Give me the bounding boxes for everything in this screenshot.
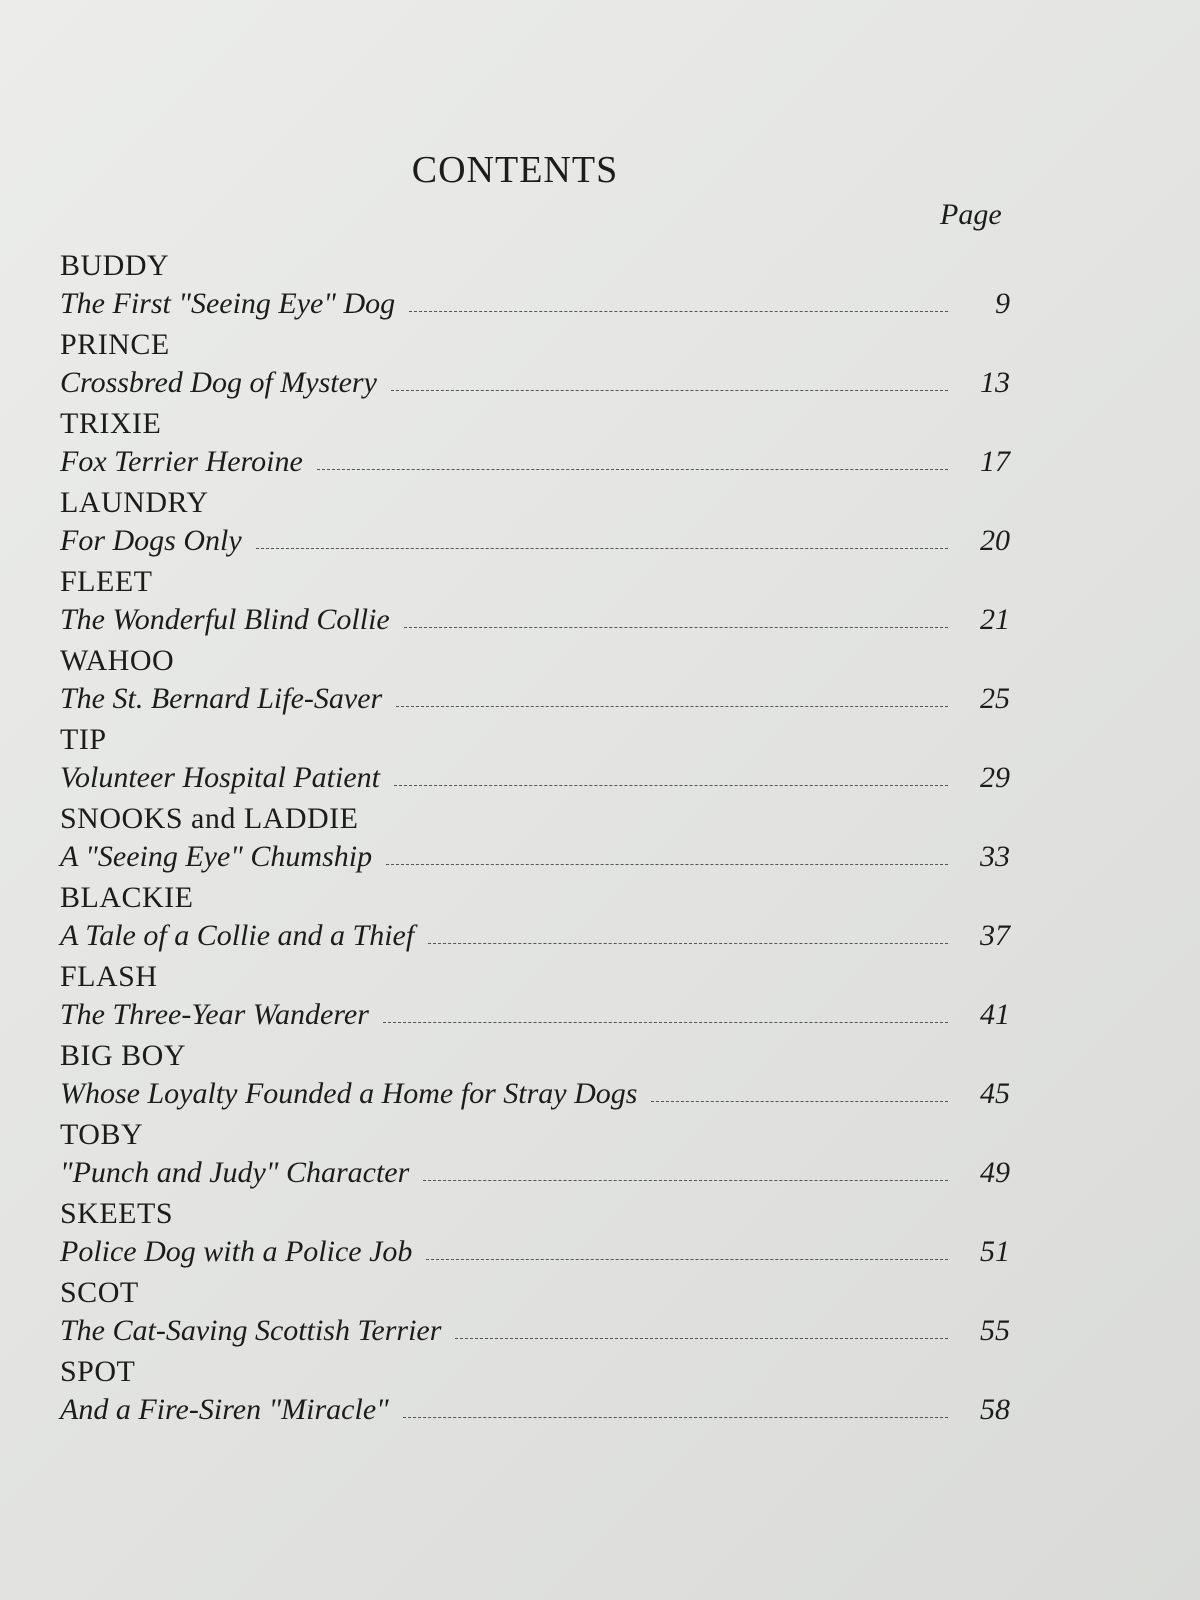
entry-page-number: 33 <box>980 840 1010 873</box>
entry-page-number: 13 <box>980 366 1010 399</box>
entry-line <box>60 758 1010 796</box>
entry-line <box>60 600 1010 638</box>
dot-leader <box>455 1338 948 1339</box>
entry-name: SPOT <box>60 1355 136 1388</box>
entry-subtitle: Whose Loyalty Founded a Home for Stray Dogs <box>60 1077 638 1110</box>
entry-subtitle: Crossbred Dog of Mystery <box>60 366 377 399</box>
entry-name: BUDDY <box>60 249 170 282</box>
dot-leader <box>409 311 948 312</box>
toc-entry <box>60 801 1010 880</box>
entry-page-number: 41 <box>980 998 1010 1031</box>
entry-name: PRINCE <box>60 328 170 361</box>
entry-subtitle: Police Dog with a Police Job <box>60 1235 413 1268</box>
toc-entry <box>60 1196 1010 1275</box>
entry-line <box>60 284 1010 322</box>
entry-name: SKEETS <box>60 1197 174 1230</box>
entry-line <box>60 679 1010 717</box>
entry-name: TRIXIE <box>60 407 162 440</box>
entry-subtitle: The Three-Year Wanderer <box>60 998 369 1031</box>
entry-page-number: 25 <box>980 682 1010 715</box>
toc-entry <box>60 1275 1010 1354</box>
dot-leader <box>386 864 948 865</box>
toc-entry <box>60 327 1010 406</box>
entry-line <box>60 363 1010 401</box>
entry-name: FLASH <box>60 960 158 993</box>
entry-name: BLACKIE <box>60 881 194 914</box>
toc-entry <box>60 722 1010 801</box>
dot-leader <box>403 1417 948 1418</box>
entry-page-number: 20 <box>980 524 1010 557</box>
entry-name: TIP <box>60 723 107 756</box>
entry-line <box>60 1390 1010 1428</box>
entry-line <box>60 995 1010 1033</box>
entry-page-number: 45 <box>980 1077 1010 1110</box>
entry-name: WAHOO <box>60 644 175 677</box>
entry-line <box>60 916 1010 954</box>
entry-subtitle: A "Seeing Eye" Chumship <box>60 840 373 873</box>
entry-page-number: 51 <box>980 1235 1010 1268</box>
dot-leader <box>383 1022 948 1023</box>
entry-subtitle: The First "Seeing Eye" Dog <box>60 287 396 320</box>
toc-entry <box>60 564 1010 643</box>
entry-page-number: 49 <box>980 1156 1010 1189</box>
entry-subtitle: "Punch and Judy" Character <box>60 1156 410 1189</box>
table-of-contents <box>60 248 1010 1433</box>
page-title: CONTENTS <box>411 149 619 191</box>
entry-subtitle: The Cat-Saving Scottish Terrier <box>60 1314 442 1347</box>
toc-entry <box>60 880 1010 959</box>
toc-entry <box>60 485 1010 564</box>
toc-entry <box>60 248 1010 327</box>
entry-page-number: 9 <box>995 287 1010 320</box>
entry-line <box>60 1074 1010 1112</box>
entry-subtitle: For Dogs Only <box>60 524 242 557</box>
entry-page-number: 58 <box>980 1393 1010 1426</box>
entry-subtitle: The St. Bernard Life-Saver <box>60 682 383 715</box>
entry-subtitle: Volunteer Hospital Patient <box>60 761 380 794</box>
entry-page-number: 37 <box>980 919 1010 952</box>
dot-leader <box>426 1259 948 1260</box>
toc-entry <box>60 959 1010 1038</box>
entry-page-number: 21 <box>980 603 1010 636</box>
toc-entry <box>60 1038 1010 1117</box>
entry-name: SNOOKS and LADDIE <box>60 802 359 835</box>
entry-subtitle: The Wonderful Blind Collie <box>60 603 390 636</box>
entry-subtitle: Fox Terrier Heroine <box>60 445 303 478</box>
entry-subtitle: And a Fire-Siren "Miracle" <box>60 1393 389 1426</box>
entry-name: LAUNDRY <box>60 486 209 519</box>
entry-name: BIG BOY <box>60 1039 187 1072</box>
toc-entry <box>60 406 1010 485</box>
entry-page-number: 29 <box>980 761 1010 794</box>
dot-leader <box>423 1180 948 1181</box>
dot-leader <box>256 548 948 549</box>
entry-page-number: 17 <box>980 445 1010 478</box>
entry-line <box>60 837 1010 875</box>
dot-leader <box>394 785 948 786</box>
entry-name: FLEET <box>60 565 153 598</box>
dot-leader <box>428 943 948 944</box>
entry-line <box>60 1311 1010 1349</box>
entry-line <box>60 1232 1010 1270</box>
entry-line <box>60 521 1010 559</box>
dot-leader <box>404 627 948 628</box>
dot-leader <box>396 706 948 707</box>
toc-entry <box>60 1117 1010 1196</box>
toc-entry <box>60 643 1010 722</box>
entry-name: SCOT <box>60 1276 139 1309</box>
entry-line <box>60 1153 1010 1191</box>
toc-entry <box>60 1354 1010 1433</box>
entry-line <box>60 442 1010 480</box>
entry-page-number: 55 <box>980 1314 1010 1347</box>
dot-leader <box>317 469 948 470</box>
dot-leader <box>651 1101 948 1102</box>
entry-name: TOBY <box>60 1118 144 1151</box>
dot-leader <box>391 390 948 391</box>
entry-subtitle: A Tale of a Collie and a Thief <box>60 919 415 952</box>
page-column-label: Page <box>940 198 1002 231</box>
